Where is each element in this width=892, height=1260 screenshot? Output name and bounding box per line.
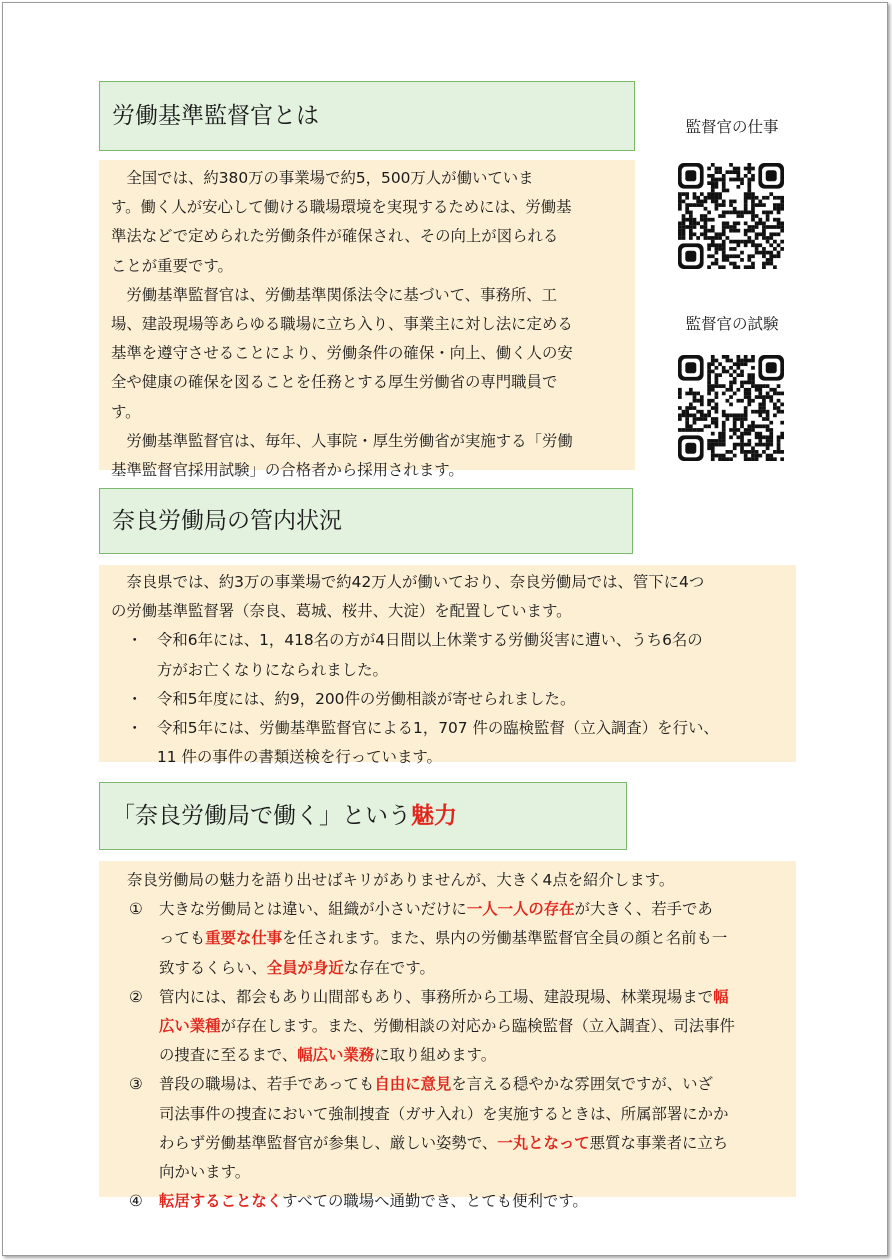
- highlight-text: 転居することなく: [159, 1192, 283, 1211]
- item-text: [159, 983, 796, 1071]
- bullet-text: [157, 626, 796, 684]
- bullet-item: [111, 685, 796, 714]
- nara-status-box: [99, 565, 796, 767]
- appeal-box: [99, 861, 796, 1211]
- text-line: [159, 1158, 796, 1187]
- text-segment: に取り組めます。: [374, 1046, 497, 1065]
- text-segment: 向かいます。: [159, 1163, 251, 1182]
- section-title: 「奈良労働局で働く」という: [112, 802, 411, 829]
- qr-label-work: 監督官の仕事: [685, 118, 779, 136]
- text-line: 場、建設現場等あらゆる職場に立ち入り、事業主に対し法に定める: [111, 315, 573, 334]
- text-segment: 管内には、都会もあり山間部もあり、事務所から工場、建設現場、林業現場まで: [159, 987, 714, 1006]
- text-line: [159, 983, 796, 1012]
- item-text: [159, 1070, 796, 1187]
- text-line: 令和6年には、1，418名の方が4日間以上休業する労働災害に遭い、うち6名の: [157, 631, 703, 650]
- section-heading-nara-status: [99, 488, 633, 554]
- highlight-text: 一人一人の存在: [466, 900, 575, 919]
- qr-code-icon[interactable]: [678, 163, 784, 269]
- text-line: の労働基準監督署（奈良、葛城、桜井、大淀）を配置しています。: [111, 602, 572, 621]
- text-segment: すべての職場へ通勤でき、とても便利です。: [282, 1192, 588, 1211]
- text-line: [159, 924, 796, 953]
- text-line: [159, 1129, 796, 1158]
- section-title-accent: 魅力: [411, 802, 457, 829]
- text-line: [159, 1187, 796, 1216]
- text-line: [159, 1012, 796, 1041]
- bullet-text: [157, 685, 796, 714]
- text-line: ことが重要です。: [111, 256, 233, 275]
- item-number: ①: [129, 900, 143, 919]
- bullet-marker: ・: [127, 719, 143, 738]
- text-line: 令和5年には、労働基準監督官による1，707 件の臨検監督（立入調査）を行い、: [157, 719, 719, 738]
- bullet-text: [157, 714, 796, 772]
- text-segment: 普段の職場は、若手であっても: [159, 1075, 375, 1094]
- highlight-text: 広い業種: [159, 1017, 221, 1036]
- highlight-text: 幅広い業務: [297, 1046, 375, 1065]
- text-line: 全国では、約380万の事業場で約5，500万人が働いていま: [111, 169, 534, 187]
- section-title: 労働基準監督官とは: [112, 102, 319, 129]
- item-number: ④: [129, 1192, 143, 1211]
- text-segment: 司法事件の捜査において強制捜査（ガサ入れ）を実施するときは、所属部署にかか: [159, 1104, 729, 1123]
- text-line: [159, 1070, 796, 1099]
- text-segment: 致するくらい、: [159, 958, 267, 977]
- text-line: 準法などで定められた労働条件が確保され、その向上が図られる: [111, 227, 559, 246]
- text-segment: わらず労働基準監督官が参集し、厳しい姿勢で、: [159, 1133, 498, 1152]
- item-text: [159, 1187, 796, 1216]
- text-line: 基準監督官採用試験」の合格者から採用されます。: [111, 461, 464, 480]
- highlight-text: 一丸となって: [497, 1133, 590, 1152]
- qr-code-icon[interactable]: [678, 355, 784, 461]
- inspector-description-box: [99, 160, 635, 480]
- item-number: ②: [129, 987, 143, 1006]
- text-line: [159, 1041, 796, 1070]
- qr-label-exam: 監督官の試験: [685, 315, 779, 333]
- numbered-item: [127, 983, 796, 1071]
- text-line: 奈良県では、約3万の事業場で約42万人が働いており、奈良労働局では、管下に4つ: [111, 573, 705, 591]
- text-line: [159, 895, 796, 924]
- text-segment: 悪質な事業者に立ち: [589, 1133, 729, 1152]
- text-line: 労働基準監督官は、労働基準関係法令に基づいて、事務所、工: [111, 285, 558, 304]
- text-segment: の捜査に至るまで、: [159, 1046, 298, 1065]
- text-segment: を任されます。また、県内の労働基準監督官全員の顔と名前も一: [282, 929, 728, 948]
- text-segment: が大きく、若手であ: [574, 900, 713, 919]
- text-line: 労働基準監督官は、毎年、人事院・厚生労働省が実施する「労働: [111, 431, 573, 450]
- section-title: 奈良労働局の管内状況: [112, 507, 342, 534]
- text-line: 方がお亡くなりになられました。: [157, 660, 388, 679]
- highlight-text: 重要な仕事: [205, 929, 283, 948]
- item-text: [159, 895, 796, 983]
- numbered-item: [127, 1187, 796, 1216]
- item-number: ③: [129, 1075, 143, 1094]
- text-line: [159, 1100, 796, 1129]
- text-line: す。: [111, 402, 141, 421]
- text-line: 全や健康の確保を図ることを任務とする厚生労働省の専門職員で: [111, 373, 558, 392]
- text-line: す。働く人が安心して働ける職場環境を実現するためには、労働基: [111, 198, 572, 217]
- text-segment: を言える穏やかな雰囲気ですが、いざ: [451, 1075, 713, 1094]
- intro-line: 奈良労働局の魅力を語り出せばキリがありませんが、大きく4点を紹介します。: [127, 871, 675, 889]
- highlight-text: 全員が身近: [266, 958, 344, 977]
- text-line: [159, 954, 796, 983]
- bullet-marker: ・: [127, 689, 143, 708]
- text-segment: が存在します。また、労働相談の対応から臨検監督（立入調査）、司法事件: [220, 1017, 735, 1036]
- bullet-marker: ・: [127, 631, 143, 650]
- text-segment: っても: [159, 929, 206, 948]
- section-heading-appeal: [99, 782, 627, 850]
- numbered-item: [127, 1070, 796, 1187]
- highlight-text: 自由に意見: [374, 1075, 452, 1094]
- section-heading-inspector: [99, 81, 635, 151]
- bullet-item: [111, 626, 796, 684]
- numbered-item: [127, 895, 796, 983]
- highlight-text: 幅: [713, 987, 729, 1006]
- text-segment: 大きな労働局とは違い、組織が小さいだけに: [159, 900, 467, 919]
- text-line: 11 件の事件の書類送検を行っています。: [157, 748, 442, 767]
- text-segment: な存在です。: [343, 958, 435, 977]
- bullet-item: [111, 714, 796, 772]
- text-line: 基準を遵守させることにより、労働条件の確保・向上、働く人の安: [111, 344, 573, 363]
- text-line: 令和5年度には、約9，200件の労働相談が寄せられました。: [157, 689, 576, 708]
